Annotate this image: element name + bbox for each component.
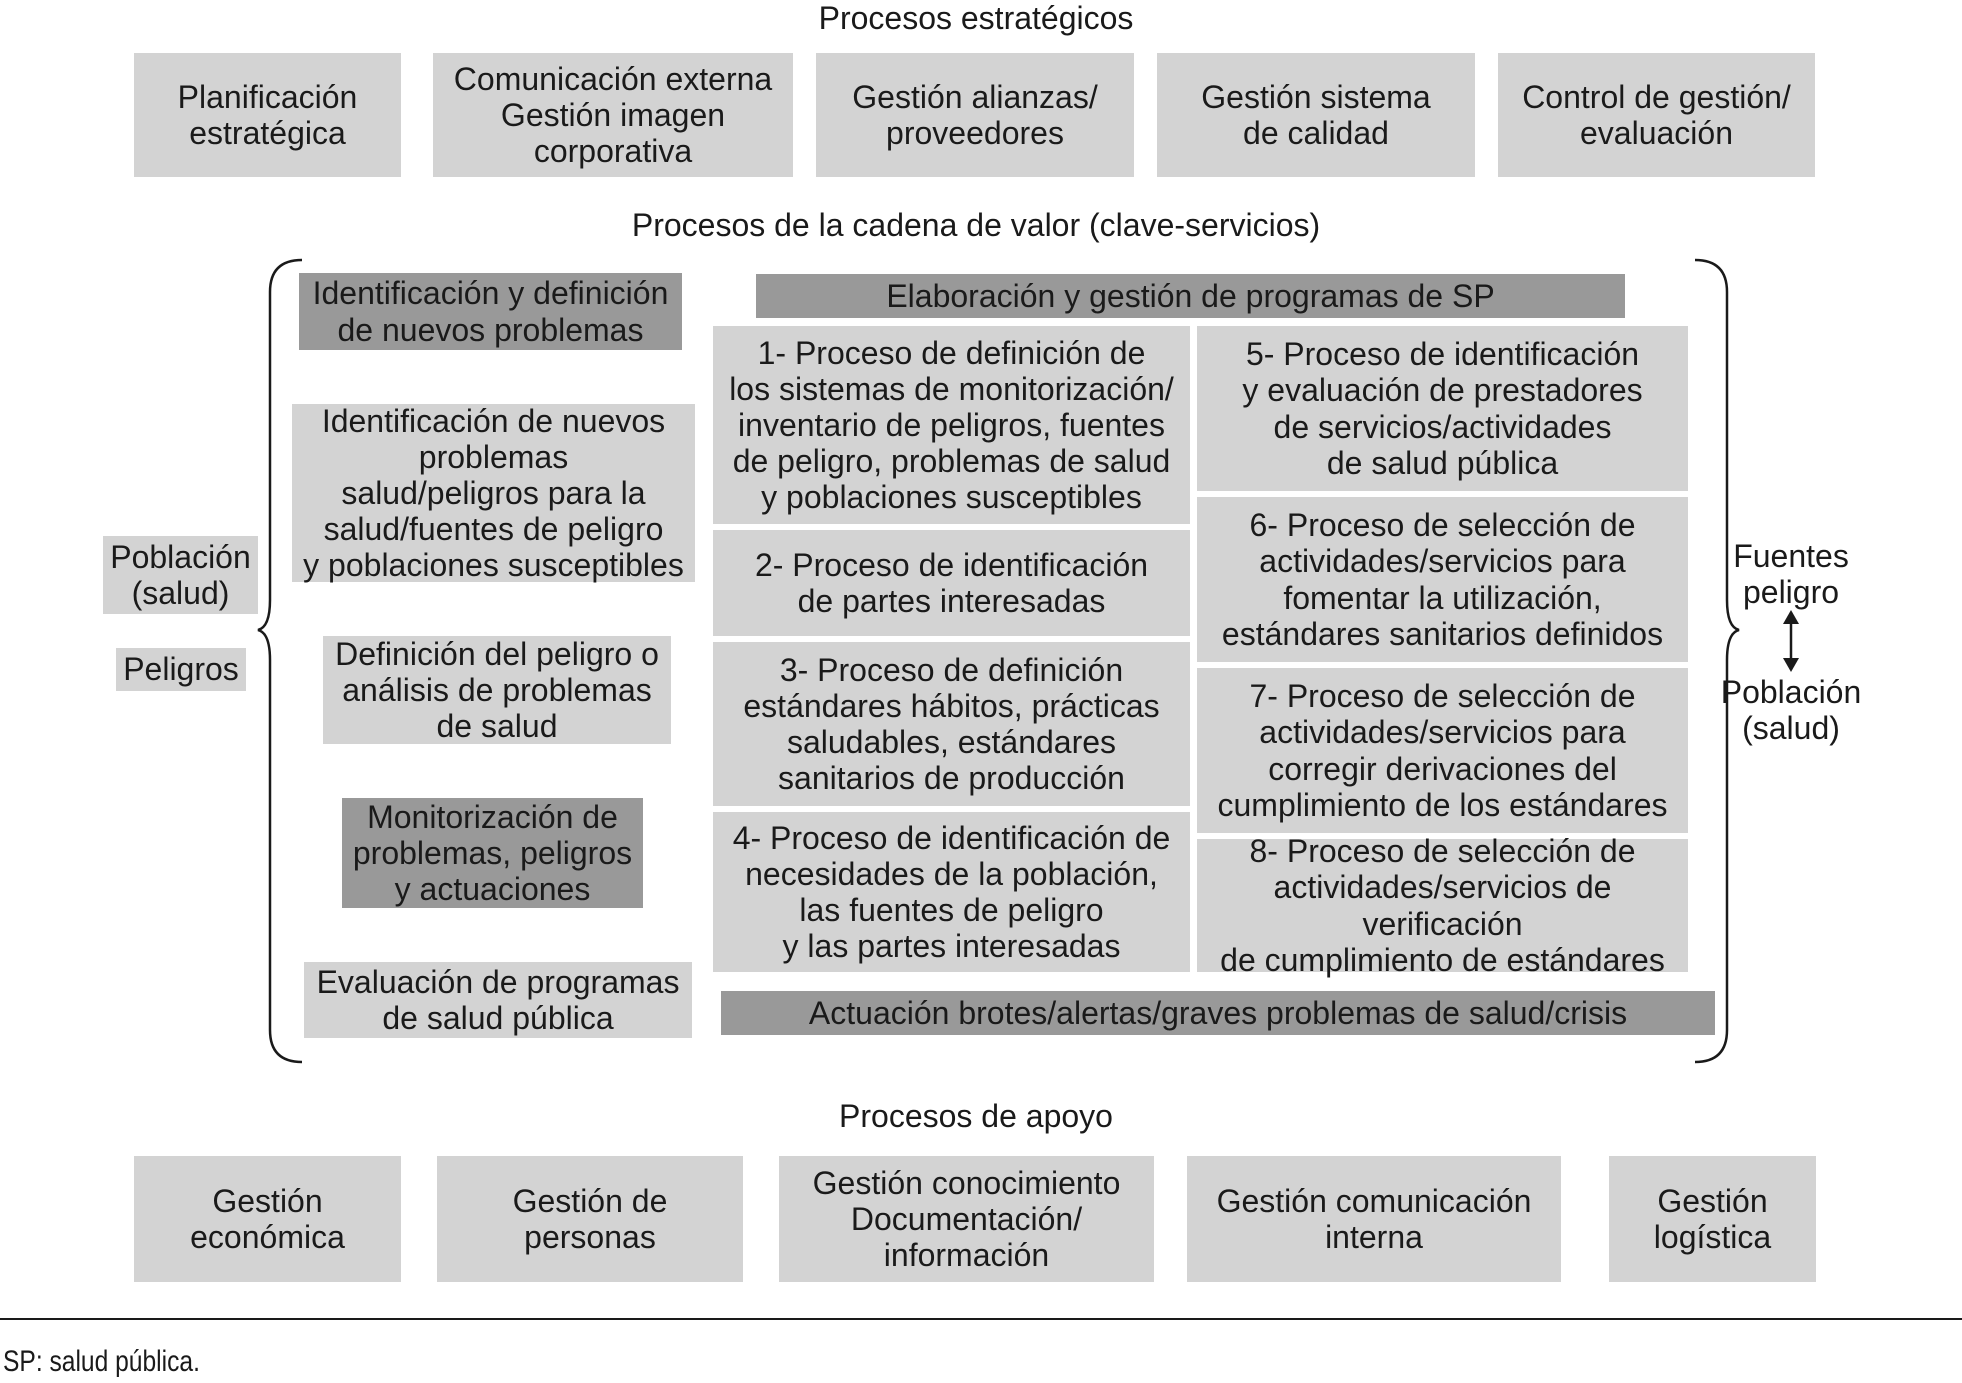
double-arrow-down-head — [1783, 658, 1799, 672]
strategic-box: Control de gestión/ evaluación — [1498, 53, 1815, 177]
support-box: Gestión conocimiento Documentación/ información — [779, 1156, 1154, 1282]
left-process-box: Definición del peligro o análisis de problemas de salud — [323, 636, 671, 744]
process-box: 1- Proceso de definición de los sistemas de monitorización/ inventario de peligros, fuentes de peligro, problemas de salud y poblaciones susceptibles — [713, 326, 1190, 524]
process-box: 7- Proceso de selección de actividades/servicios para corregir derivaciones del cumplimiento de los estándares — [1197, 668, 1688, 833]
label-fuentes-peligro: Fuentes peligro — [1733, 538, 1849, 611]
strategic-box: Gestión alianzas/ proveedores — [816, 53, 1134, 177]
right-brace — [1695, 260, 1739, 1062]
process-box: 5- Proceso de identificación y evaluación de prestadores de servicios/actividades de salud pública — [1197, 326, 1688, 491]
process-box: 3- Proceso de definición estándares hábitos, prácticas saludables, estándares sanitarios de producción — [713, 642, 1190, 806]
footnote: SP: salud pública. — [3, 1345, 200, 1378]
footer-rule — [0, 1318, 1962, 1320]
process-box: 4- Proceso de identificación de necesidades de la población, las fuentes de peligro y las partes interesadas — [713, 812, 1190, 972]
strategic-box: Gestión sistema de calidad — [1157, 53, 1475, 177]
strategic-title: Procesos estratégicos — [818, 0, 1134, 36]
strategic-box: Planificación estratégica — [134, 53, 401, 177]
label-poblacion-salud-right: Población (salud) — [1720, 674, 1862, 747]
strategic-box: Comunicación externa Gestión imagen corporativa — [433, 53, 793, 177]
bottom-bar-actuacion: Actuación brotes/alertas/graves problemas de salud/crisis — [721, 991, 1715, 1035]
support-title: Procesos de apoyo — [839, 1098, 1113, 1134]
support-box: Gestión comunicación interna — [1187, 1156, 1561, 1282]
left-brace — [258, 260, 302, 1062]
left-process-box: Identificación de nuevos problemas salud/peligros para la salud/fuentes de peligro y poblaciones susceptibles — [292, 404, 695, 582]
top-bar-programas: Elaboración y gestión de programas de SP — [756, 274, 1625, 318]
support-box: Gestión económica — [134, 1156, 401, 1282]
left-process-box: Monitorización de problemas, peligros y actuaciones — [342, 798, 643, 908]
label-poblacion-salud: Población (salud) — [103, 536, 258, 614]
double-arrow-up-head — [1783, 610, 1799, 624]
label-peligros: Peligros — [116, 648, 246, 691]
left-process-box: Identificación y definición de nuevos problemas — [299, 273, 682, 350]
support-box: Gestión logística — [1609, 1156, 1816, 1282]
process-box: 2- Proceso de identificación de partes interesadas — [713, 530, 1190, 636]
support-box: Gestión de personas — [437, 1156, 743, 1282]
process-box: 6- Proceso de selección de actividades/servicios para fomentar la utilización, estándares sanitarios definidos — [1197, 497, 1688, 662]
left-process-box: Evaluación de programas de salud pública — [304, 962, 692, 1038]
process-box: 8- Proceso de selección de actividades/servicios de verificación de cumplimiento de estándares — [1197, 839, 1688, 972]
value-chain-title: Procesos de la cadena de valor (clave-servicios) — [631, 207, 1321, 243]
